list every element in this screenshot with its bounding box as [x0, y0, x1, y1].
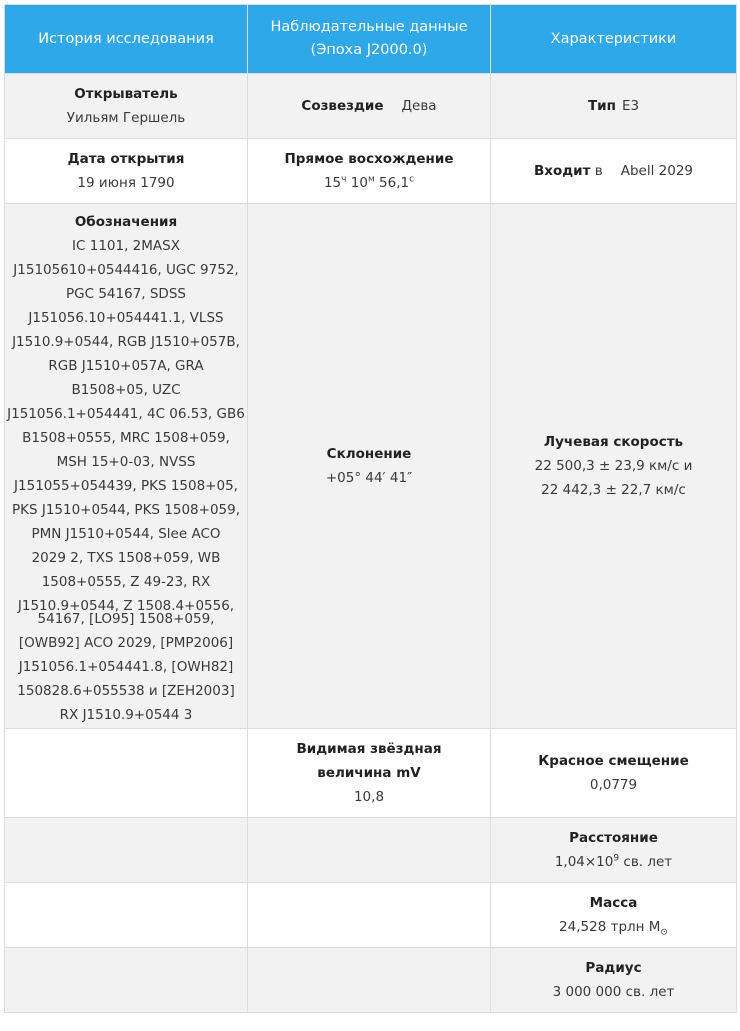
designation-line: 1508+0555, Z 49-23, RX — [41, 574, 211, 590]
discovery-date-value: 19 июня 1790 — [77, 175, 175, 191]
empty-cell — [248, 818, 491, 883]
right-ascension-value: $15^ч$ $10^м$ $56,1^с$ — [323, 174, 415, 191]
magnitude-label-line1: Видимая звёздная — [296, 741, 442, 757]
designations-block — [5, 210, 247, 722]
discoverer-cell — [5, 74, 248, 139]
radial-velocity-line1: 22 500,3 ± 23,9 км/с и — [534, 458, 693, 474]
designation-line: MSH 15+0-03, NVSS — [56, 454, 196, 470]
designations-overflow-list — [5, 607, 247, 722]
part-of-label: Входит — [534, 163, 591, 179]
type-cell — [491, 74, 737, 139]
designation-line: RX J1510.9+0544 3 — [59, 707, 193, 722]
designation-line: PMN J1510+0544, Slee ACO — [31, 526, 221, 542]
empty-cell — [5, 818, 248, 883]
header-history — [5, 5, 248, 74]
designation-line: 2029 2, TXS 1508+059, WB — [31, 550, 221, 566]
designation-line: J151055+054439, PKS 1508+05, — [14, 478, 238, 494]
table-row — [5, 818, 737, 883]
discoverer-label: Открыватель — [74, 86, 178, 102]
distance-value: $1,04\times 10^9$ св. лет — [554, 853, 673, 870]
header-observational-line1: Наблюдательные данные — [270, 19, 468, 35]
designation-line: PKS J1510+0544, PKS 1508+059, — [11, 502, 241, 518]
constellation-cell — [248, 74, 491, 139]
declination-value: +05° 44′ 41″ — [325, 470, 413, 486]
designation-line: B1508+05, UZC — [71, 382, 181, 398]
designation-line: J15105610+0544416, UGC 9752, — [13, 262, 239, 278]
designation-line: [OWB92] ACO 2029, [PMP2006] — [18, 635, 234, 651]
right-ascension-label: Прямое восхождение — [284, 151, 454, 167]
radial-velocity-cell — [491, 204, 737, 729]
designation-line: J151056.10+054441.1, VLSS — [28, 310, 224, 326]
discovery-date-label: Дата открытия — [67, 151, 185, 167]
radius-value: 3 000 000 св. лет — [552, 984, 675, 1000]
header-history-label: История исследования — [38, 30, 214, 47]
declination-label: Склонение — [326, 446, 412, 462]
radius-cell — [491, 948, 737, 1013]
radius-label: Радиус — [585, 960, 642, 976]
table-row — [5, 729, 737, 818]
radial-velocity-label: Лучевая скорость — [543, 434, 684, 450]
type-value: E3 — [621, 98, 640, 114]
header-characteristics — [491, 5, 737, 74]
header-characteristics-label: Характеристики — [550, 30, 677, 47]
designation-line: J151056.1+054441, 4C 06.53, GB6 — [7, 406, 245, 422]
galaxy-infobox-table — [4, 4, 737, 1013]
table-row — [5, 74, 737, 139]
part-of-cell — [491, 139, 737, 204]
right-ascension-cell — [248, 139, 491, 204]
magnitude-label-line2: величина mV — [317, 765, 421, 781]
designations-cell — [5, 204, 248, 729]
designation-line: J1510.9+0544, Z 1508.4+0556, — [17, 598, 235, 614]
designation-line: IC 1101, 2MASX — [72, 238, 180, 254]
designation-line: 150828.6+055538 и [ZEH2003] — [17, 683, 235, 699]
empty-cell — [5, 948, 248, 1013]
constellation-value: Дева — [401, 98, 437, 114]
radial-velocity-line2: 22 442,3 ± 22,7 км/с — [541, 482, 686, 498]
designation-line: J1510.9+0544, RGB J1510+057B, — [12, 334, 240, 350]
table-row — [5, 139, 737, 204]
designation-line: B1508+0555, MRC 1508+059, — [22, 430, 230, 446]
type-label: Тип — [587, 98, 616, 114]
designation-line: 54167, [LO95] 1508+059, — [37, 611, 215, 627]
designation-line: J151056.1+054441.8, [OWH82] — [18, 659, 234, 675]
header-observational — [248, 5, 491, 74]
magnitude-value: 10,8 — [353, 789, 385, 805]
distance-label: Расстояние — [569, 830, 658, 846]
declination-cell — [248, 204, 491, 729]
designations-label: Обозначения — [74, 214, 178, 230]
redshift-label: Красное смещение — [538, 753, 689, 769]
part-of-prep: в — [594, 163, 603, 179]
mass-label: Масса — [589, 895, 638, 911]
designation-line: PGC 54167, SDSS — [66, 286, 186, 302]
empty-cell — [248, 883, 491, 948]
constellation-label: Созвездие — [301, 98, 384, 114]
header-row — [5, 5, 737, 74]
part-of-value[interactable]: Abell 2029 — [620, 163, 693, 179]
mass-cell — [491, 883, 737, 948]
empty-cell — [5, 883, 248, 948]
empty-cell — [248, 948, 491, 1013]
table-row — [5, 948, 737, 1013]
table-row — [5, 883, 737, 948]
table-row — [5, 204, 737, 729]
empty-cell — [5, 729, 248, 818]
discoverer-value: Уильям Гершель — [66, 110, 186, 126]
discovery-date-cell — [5, 139, 248, 204]
mass-value: 24,528 трлн $M_⊙$ — [559, 919, 668, 938]
header-observational-line2: (Эпоха J2000.0) — [310, 42, 428, 58]
redshift-cell — [491, 729, 737, 818]
magnitude-cell — [248, 729, 491, 818]
designation-line: RGB J1510+057A, GRA — [48, 358, 204, 374]
distance-cell — [491, 818, 737, 883]
redshift-value: 0,0779 — [589, 777, 638, 793]
designations-list — [5, 234, 247, 618]
